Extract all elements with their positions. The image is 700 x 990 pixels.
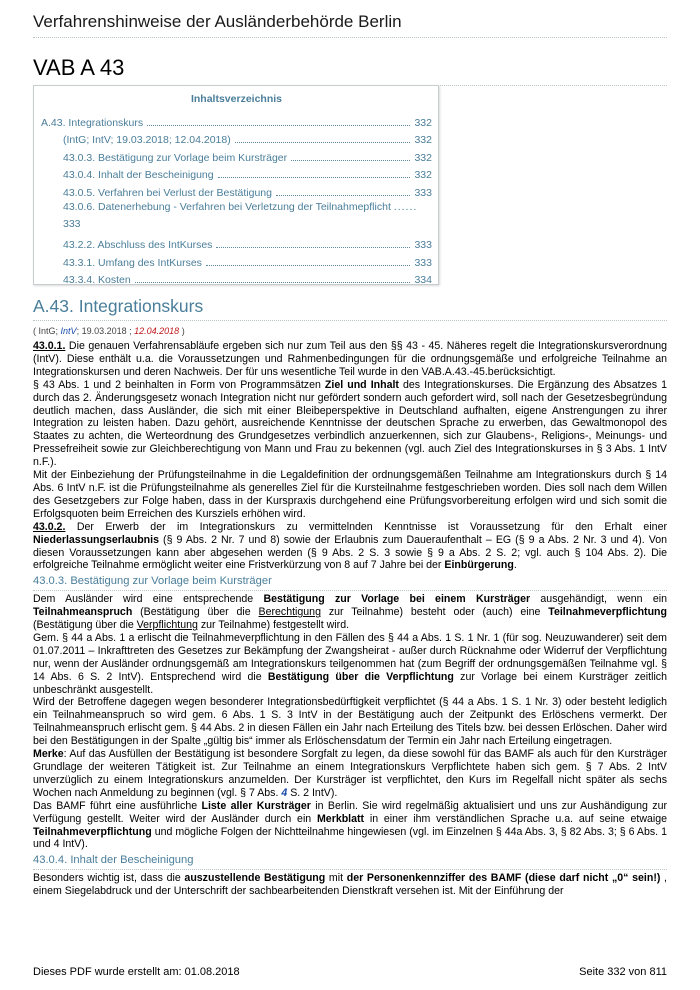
- document-header: Verfahrenshinweise der Ausländerbehörde Berlin: [33, 12, 667, 38]
- paragraph: § 43 Abs. 1 und 2 beinhalten in Form von Programmsätzen Ziel und Inhalt des Integrationskurses. Die Ergänzung des Absatzes 1 durch das 2. Änderungsgesetz wonach Integration nicht nur gefördert sondern auch gefordert wird, soll nach der Gesetzesbegründung deutlich machen, dass Ausländer, die sich mit einer Bleibeperspektive in Deutschland aufhalten, eigene Anstrengungen zu ihrer Integration zu leisten haben. Dazu gehört, ausreichende Kenntnisse der deutschen Sprache zu erwerben, das Gewaltmonopol des Staates zu achten, die Werteordnung des Grundgesetzes verbindlich anzuerkennen, sich zur Glaubens-, Religions-, Meinungs- und Pressefreiheit sowie zur Gleichberechtigung von Mann und Frau zu bekennen (vgl. auch Ziel des Integrationskurses in § 3 Abs. 1 IntV n.F.).: [33, 378, 667, 469]
- toc-entry-label: 43.2.2. Abschluss des IntKurses: [63, 239, 213, 251]
- toc-leader: [135, 281, 411, 283]
- toc-entry[interactable]: [41, 129, 432, 147]
- toc-entry-page: 333: [414, 186, 432, 199]
- page-footer: [33, 966, 667, 978]
- amendment-marker: 4: [281, 786, 288, 799]
- section-title: A.43. Integrationskurs: [33, 296, 667, 321]
- source-intv-link[interactable]: IntV: [60, 326, 77, 336]
- paragraph: Gem. § 44 a Abs. 1 a erlischt die Teilnahmeverpflichtung in den Fällen des § 44 a Abs. 1 S. 1 Nr. 1 (für sog. Neuzuwanderer) seit dem 01.07.2011 – Inkrafttreten des Gesetzes zur Bekämpfung der Zwangsheirat - außer durch Rücknahme oder Widerruf der Verpflichtung nur, wenn der Ausländer ordnungsgemäß am Integrationskurs teilgenommen hat (zum Begriff der ordnungsgemäßen Teilnahme vgl. § 14 Abs. 6 S. 2 IntV). Entsprechend wird die Bestätigung über die Verpflichtung zur Vorlage bei einem Kursträger zeitlich unbeschränkt ausgestellt.: [33, 631, 667, 696]
- toc-entry-label: A.43. Integrationskurs: [41, 116, 144, 129]
- toc-entry[interactable]: [41, 251, 432, 269]
- paragraph: Dem Ausländer wird eine entsprechende Bestätigung zur Vorlage bei einem Kursträger ausgehändigt, wenn ein Teilnahmeanspruch (Bestätigung über die Berechtigung zur Teilnahme) besteht oder (auch) eine Teilnahmeverpflichtung (Bestätigung über die Verpflichtung zur Teilnahme) festgestellt wird.: [33, 593, 667, 632]
- toc-entry[interactable]: [41, 269, 432, 287]
- toc-entry-label: (IntG; IntV; 19.03.2018; 12.04.2018): [63, 134, 231, 146]
- toc-leader: [235, 141, 411, 143]
- footer-created-date: Dieses PDF wurde erstellt am: 01.08.2018: [33, 966, 240, 978]
- page-title: VAB A 43: [33, 55, 667, 86]
- toc-entry-page: 333: [414, 256, 432, 269]
- toc-leader: [147, 124, 410, 126]
- subsection-title: 43.0.4. Inhalt der Bescheinigung: [33, 854, 667, 870]
- table-of-contents: [33, 85, 439, 285]
- toc-entry-label: 43.0.6. Datenerhebung - Verfahren bei Verletzung der Teilnahmepflicht: [63, 200, 391, 213]
- toc-entry[interactable]: [41, 199, 432, 234]
- toc-entry-page: 332: [414, 116, 432, 129]
- toc-entry-label: 43.0.4. Inhalt der Bescheinigung: [63, 169, 214, 181]
- toc-leader: [216, 246, 410, 248]
- paragraph-number: 43.0.1.: [33, 340, 66, 352]
- toc-entry-page: 334: [414, 274, 432, 286]
- paragraph-number: 43.0.2.: [33, 520, 66, 533]
- toc-entry-page: 333: [414, 239, 432, 251]
- section-body: [33, 340, 667, 898]
- toc-entry[interactable]: [41, 146, 432, 164]
- toc-leader: [291, 159, 410, 161]
- paragraph: Das BAMF führt eine ausführliche Liste aller Kursträger in Berlin. Sie wird regelmäßig aktualisiert und uns zur Aushändigung zur Verfügung gestellt. Weiter wird der Ausländer durch ein Merkblatt in einer ihm verständlichen Sprache u.a. auf seine etwaige Teilnahmeverpflichtung und mögliche Folgen der Nichtteilnahme hingewiesen (vgl. im Einzelnen § 44a Abs. 3, § 82 Abs. 3; § 6 Abs. 1 und 4 IntV).: [33, 799, 667, 851]
- paragraph: 43.0.1. Die genauen Verfahrensabläufe ergeben sich nur zum Teil aus den §§ 43 - 45. Näheres regelt die Integrationskursverordnung (IntV). Diese enthält u.a. die Voraussetzungen und Rahmenbedingungen für die ordnungsgemäße und erfolgreiche Teilnahme an Integrationskursen und deren Nachweis. Der für uns wesentliche Teil wurde in den VAB.A.43.-45.berücksichtigt.: [33, 340, 667, 378]
- toc-entry[interactable]: [41, 234, 432, 252]
- toc-entry-page: 332: [414, 169, 432, 181]
- toc-entry[interactable]: [41, 181, 432, 199]
- paragraph: Wird der Betroffene dagegen wegen besonderer Integrationsbedürftigkeit verpflichtet (§ 44 a Abs. 1 S. 1 Nr. 3) oder besteht lediglich ein Teilnahmeanspruch so wird gem. 6 Abs. 1 S. 3 IntV in der Bestätigung auch der Zeitpunkt des Erlöschens vermerkt. Der Teilnahmeanspruch erlischt gem. § 44 Abs. 2 in diesen Fällen ein Jahr nach Erteilung des Titels bzw. bei dessen Erlöschen. Daher wird bei den Bestätigungen in der Spalte „gültig bis“ immer als Erlöschensdatum der Termin ein Jahr nach Erteilung eingetragen.: [33, 696, 667, 748]
- paragraph: Mit der Einbeziehung der Prüfungsteilnahme in die Legaldefinition der ordnungsgemäßen Teilnahme am Integrationskurs durch § 14 Abs. 6 IntV n.F. ist die Prüfungsteilnahme als generelles Ziel für die Kursteilnahme festgeschrieben worden. Dies soll nach dem Willen des Gesetzgebers zur Folge haben, dass in der Kurspraxis durchgehend eine Prüfungsvorbereitung erfolgen wird und sich somit die Erfolgsquoten beim Erreichen des Kursziels erhöhen wird.: [33, 469, 667, 520]
- paragraph: Besonders wichtig ist, dass die auszustellende Bestätigung mit der Personenkennziffer des BAMF (diese darf nicht „0“ sein!) , einem Siegelabdruck und der Unterschrift der sachbearbeitenden Dienstkraft versehen ist. Mit der Einführung der: [33, 872, 668, 898]
- toc-entry-label: 43.0.5. Verfahren bei Verlust der Bestätigung: [63, 186, 272, 199]
- toc-entry-page: 332: [414, 134, 432, 146]
- toc-leader: [276, 194, 410, 196]
- source-intg: IntG;: [38, 326, 59, 336]
- toc-entry-page: 332: [414, 151, 432, 164]
- source-date: ; 19.03.2018 ;: [76, 326, 132, 336]
- toc-leader: ......: [393, 200, 418, 213]
- footer-page-number: Seite 332 von 811: [579, 966, 667, 978]
- source-date-changed: 12.04.2018: [134, 326, 180, 336]
- toc-entry-label: 43.3.4. Kosten: [63, 274, 131, 286]
- toc-entry[interactable]: [41, 164, 432, 182]
- subsection-title: 43.0.3. Bestätigung zur Vorlage beim Kursträger: [33, 575, 667, 591]
- toc-leader: [218, 176, 411, 178]
- toc-entry-label: 43.3.1. Umfang des IntKurses: [63, 256, 202, 269]
- toc-entry[interactable]: [41, 111, 432, 129]
- toc-entry-label: 43.0.3. Bestätigung zur Vorlage beim Kursträger: [63, 151, 288, 164]
- section-source: ( IntG; IntV; 19.03.2018 ; 12.04.2018 ): [33, 326, 185, 336]
- toc-title: Inhaltsverzeichnis: [190, 93, 283, 105]
- toc-entry-page: 333: [63, 218, 81, 230]
- toc-leader: [206, 264, 411, 266]
- paragraph: 43.0.2. Der Erwerb der im Integrationskurs zu vermittelnden Kenntnisse ist Voraussetzung für den Erhalt einer Niederlassungserlaubnis (§ 9 Abs. 2 Nr. 7 und 8) sowie der Erlaubnis zum Daueraufenthalt – EG (§ 9 a Abs. 2 Nr. 3 und 4). Von diesen Voraussetzungen kann aber abgesehen werden (§ 9 Abs. 2 S. 3 sowie § 9 a Abs. 2 S. 2; vgl. auch § 104 Abs. 2). Die erfolgreiche Teilnahme ermöglicht weiter eine Fristverkürzung von 8 auf 7 Jahre bei der Einbürgerung.: [33, 520, 667, 572]
- paragraph: Merke: Auf das Ausfüllen der Bestätigung ist besondere Sorgfalt zu legen, da diese sowohl für das BAMF als auch für den Kursträger Grundlage der weiteren Tätigkeit ist. Zur Teilnahme an einem Integrationskurs Verpflichtete haben sich gem. § 7 Abs. 2 IntV unverzüglich zu einem Integrationskurs anzumelden. Der Kursträger ist verpflichtet, den Kurs im Regelfall nicht später als sechs Wochen nach Anmeldung zu beginnen (vgl. § 7 Abs. 4 S. 2 IntV).: [33, 748, 667, 799]
